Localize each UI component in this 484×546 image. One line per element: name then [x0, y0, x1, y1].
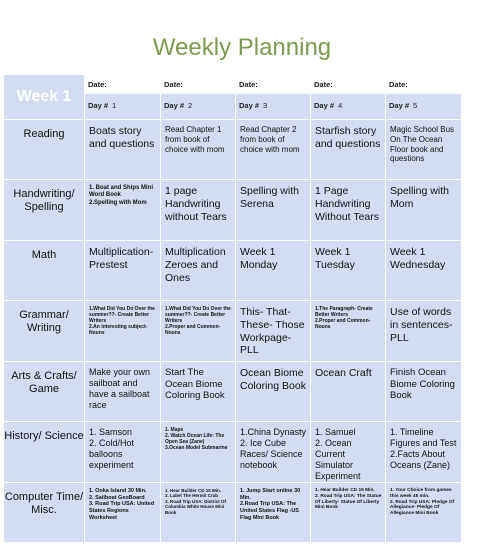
row-arts-crafts-game — [4, 362, 462, 422]
day-header-2 — [161, 75, 236, 120]
plan-cell: Spelling with Serena — [236, 180, 311, 241]
row-computer-time-misc — [4, 482, 462, 542]
day-label: Day # — [164, 101, 185, 110]
plan-cell: 1. Timeline Figures and Test 2.Facts About Oceans (Zane) — [386, 422, 462, 483]
day-header-3 — [236, 75, 311, 120]
plan-cell: Start The Ocean Biome Coloring Book — [161, 362, 236, 422]
page-title: Weekly Planning — [152, 34, 332, 61]
plan-cell: This- That- These- Those Workpage- PLL — [236, 301, 311, 362]
day-label: Day # — [314, 101, 335, 110]
day-label: Day # — [88, 101, 109, 110]
plan-cell: 1. Hear Builder CD 15 Min. 2. Label The Hermit Crab 3. Road Trip USA: District Of Columbia White House Mini Book — [161, 482, 236, 542]
plan-cell: 1. Your Choice from games this week 45 min. 2. Road Trip USA: Pledge Of Allegiance- Pledge Of Allegiance Mini Book — [386, 482, 462, 542]
weekly-planning-table — [3, 74, 462, 543]
day-header-1 — [85, 75, 161, 120]
plan-cell: 1. Jump Start online 30 Min. 2.Road Trip USA: The United States Flag -US Flag Mini Book — [236, 482, 311, 542]
plan-cell: 1. Samuel 2. Ocean Current Simulator Experiment — [311, 422, 386, 483]
plan-cell: Multiplication Zeroes and Ones — [161, 241, 236, 301]
subject-label: Math — [4, 241, 85, 301]
plan-cell: Make your own sailboat and have a sailboat race — [85, 362, 161, 422]
date-label: Date: — [389, 80, 408, 89]
week-label: Week 1 — [4, 75, 85, 120]
plan-cell: Ocean Craft — [311, 362, 386, 422]
plan-cell: Multiplication-Prestest — [85, 241, 161, 301]
row-history-science — [4, 422, 462, 483]
date-label: Date: — [314, 80, 333, 89]
plan-cell: Boats story and questions — [85, 120, 161, 180]
plan-cell: 1.China Dynasty 2. Ice Cube Races/ Science notebook — [236, 422, 311, 483]
day-label: Day # — [389, 101, 410, 110]
subject-label: Arts & Crafts/ Game — [4, 362, 85, 422]
plan-cell: Ocean Biome Coloring Book — [236, 362, 311, 422]
plan-cell: 1. Maps 2. Watch Ocean Life: The Open Sea (Zane) 3.Ocean Model Submarine — [161, 422, 236, 483]
subject-label: Grammar/ Writing — [4, 301, 85, 362]
day-number: 3 — [263, 101, 268, 110]
plan-cell: 1.What Did You Do Over the summer??- Create Better Writers 2.An interesting subject- Nouns — [85, 301, 161, 362]
plan-cell: 1. Hear Builder CD 15 Min. 2. Road Trip USA: The Statue Of Liberty- Statue Of Liberty Mini Book — [311, 482, 386, 542]
subject-label: Reading — [4, 120, 85, 180]
plan-cell: Starfish story and questions — [311, 120, 386, 180]
subject-label: Handwriting/ Spelling — [4, 180, 85, 241]
plan-cell: Read Chapter 2 from book of choice with mom — [236, 120, 311, 180]
day-number: 2 — [188, 101, 193, 110]
plan-cell: Week 1 Wednesday — [386, 241, 462, 301]
plan-cell: Week 1 Monday — [236, 241, 311, 301]
date-label: Date: — [88, 80, 107, 89]
day-number: 5 — [413, 101, 418, 110]
plan-cell: Week 1 Tuesday — [311, 241, 386, 301]
subject-label: History/ Science — [4, 422, 85, 483]
plan-cell: 1. Boat and Ships Mini Word Book 2.Spelling with Mom — [85, 180, 161, 241]
plan-cell: Spelling with Mom — [386, 180, 462, 241]
date-label: Date: — [164, 80, 183, 89]
row-grammar-writing — [4, 301, 462, 362]
plan-cell: Finish Ocean Biome Coloring Book — [386, 362, 462, 422]
day-header-5 — [386, 75, 462, 120]
plan-cell: Use of words in sentences- PLL — [386, 301, 462, 362]
subject-label: Computer Time/ Misc. — [4, 482, 85, 542]
plan-cell: 1. Samson 2. Cold/Hot balloons experiment — [85, 422, 161, 483]
row-reading — [4, 120, 462, 180]
header-row — [4, 75, 462, 120]
plan-cell: 1 Page Handwriting Without Tears — [311, 180, 386, 241]
plan-cell: 1 page Handwriting without Tears — [161, 180, 236, 241]
plan-cell: Read Chapter 1 from book of choice with mom — [161, 120, 236, 180]
day-header-4 — [311, 75, 386, 120]
date-label: Date: — [239, 80, 258, 89]
plan-cell: Magic School Bus On The Ocean Floor book and questions — [386, 120, 462, 180]
plan-cell: 1. Ooka Island 30 Min. 2. Sailboat GeoBoard 3. Road Trip USA: United States Regions Worksheet — [85, 482, 161, 542]
day-number: 1 — [112, 101, 117, 110]
row-handwriting-spelling — [4, 180, 462, 241]
day-number: 4 — [338, 101, 343, 110]
plan-cell: 1.What Did You Do Over the summer??- Create Better Writers 2.Proper and Common- Nouns — [161, 301, 236, 362]
plan-cell: 1.The Paragraph- Create Better Writers 2.Proper and Common- Nouns — [311, 301, 386, 362]
row-math — [4, 241, 462, 301]
day-label: Day # — [239, 101, 260, 110]
